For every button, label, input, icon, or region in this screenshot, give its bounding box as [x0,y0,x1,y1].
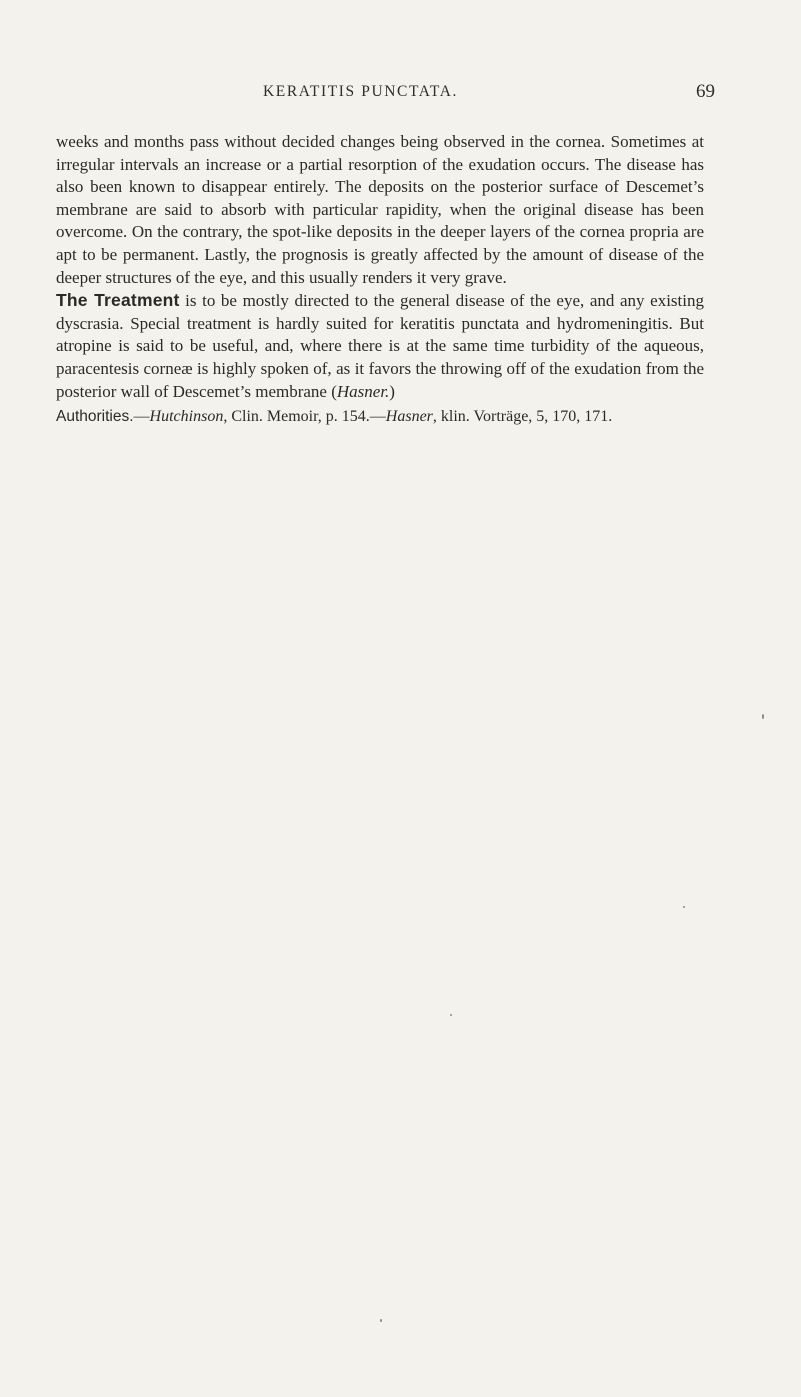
treatment-text-end: ) [389,381,395,401]
authority-2-name: Hasner [385,408,433,426]
running-title: KERATITIS PUNCTATA. [263,83,458,100]
paragraph-prognosis: weeks and months pass without decided changes being observed in the cornea. Sometimes at irregular intervals an increase or a partial resorption of the exudation occurs. The disease has also been known to disappear entirely. The deposits on the posterior surface of Descemet’s membrane are said to absorb with particular rapidity, when the original disease has been overcome. On the contrary, the spot-like deposits in the deeper layers of the cornea propria are apt to be permanent. Lastly, the prognosis is greatly affected by the amount of disease of the deeper structures of the eye, and this usually renders it very grave. [56,132,704,287]
paper-speck [683,906,685,908]
paper-speck [380,1319,382,1322]
paper-speck [762,714,764,719]
authorities-dash-2: — [369,408,386,426]
paragraph-treatment [56,289,704,403]
body-text [56,131,704,429]
treatment-citation: Hasner. [336,381,390,401]
treatment-text: is to be mostly directed to the general disease of the eye, and any existing dyscrasia. Special treatment is hardly suited for keratitis punctata and hydromeningitis. But atropine is said to be useful, and, where there is at the same time turbidity of the aqueous, paracentesis corneæ is highly spoken of, as it favors the throwing off of the exudation from the posterior wall of Descemet’s membrane ( [56,291,704,401]
authorities-line [56,406,704,429]
running-head [0,83,801,107]
authority-1-name: Hutchinson [149,408,224,426]
authority-2-ref: , klin. Vorträge, 5, 170, 171. [432,408,613,426]
treatment-heading: The Treatment [56,290,180,311]
authorities-dash-1: — [133,408,150,426]
page-number: 69 [696,81,715,102]
authorities-label: Authorities. [56,408,134,426]
authority-1-ref: , Clin. Memoir, p. 154. [223,408,370,426]
paper-speck [450,1014,452,1016]
